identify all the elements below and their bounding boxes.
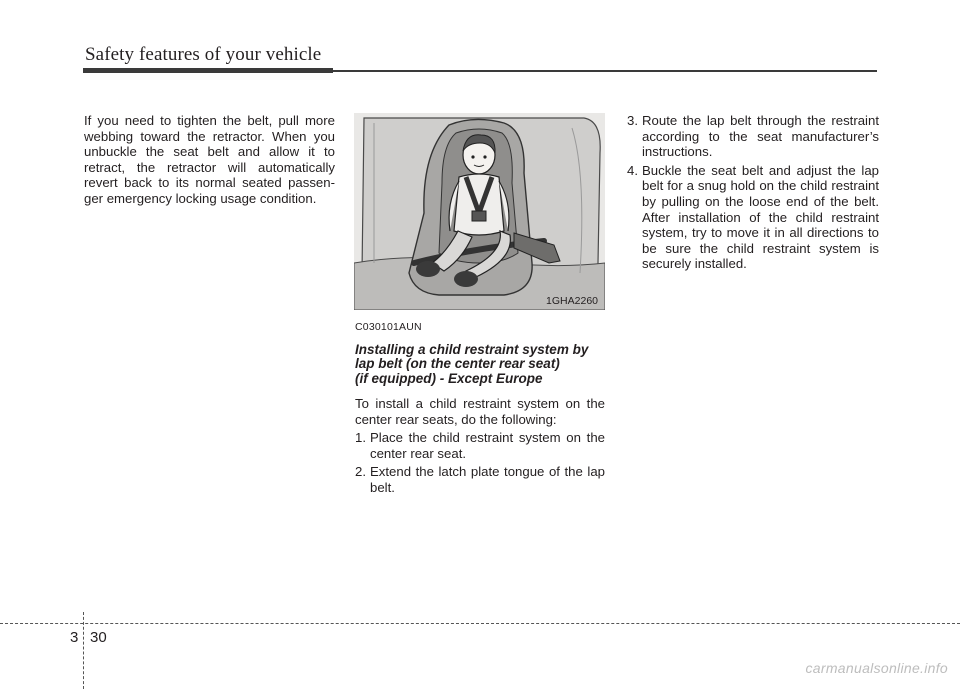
steps-list-right	[627, 113, 879, 272]
section-code: C030101AUN	[355, 321, 422, 333]
chapter-number: 3	[70, 629, 79, 646]
footer-divider	[0, 623, 960, 624]
footer-vertical-divider	[83, 612, 84, 689]
watermark-text: carmanualsonline.info	[805, 660, 948, 676]
list-item	[355, 430, 605, 461]
step-number: 4.	[627, 162, 638, 178]
list-item	[355, 464, 605, 495]
page-header-title: Safety features of your vehicle	[85, 44, 322, 65]
steps-list-middle	[355, 430, 605, 495]
step-text: Route the lap belt through the restraint according to the seat manufacturer’s instructions.	[642, 113, 879, 160]
list-item	[627, 163, 879, 272]
header-rule-thin	[333, 70, 877, 72]
step-number: 1.	[355, 430, 366, 446]
column-left	[84, 113, 335, 207]
step-text: Extend the latch plate tongue of the lap belt.	[370, 464, 605, 496]
step-text: Buckle the seat belt and adjust the lap belt for a snug hold on the child restraint by pulling on the loose end of the belt. After installation of the child restraint system, try to move it in all directions to be sure the child restraint system is securely installed.	[642, 162, 879, 272]
column-middle	[355, 320, 605, 496]
intro-paragraph: To install a child restraint system on the center rear seats, do the following:	[355, 396, 605, 427]
step-number: 3.	[627, 113, 638, 128]
child-seat-drawing	[354, 113, 605, 310]
list-item	[627, 113, 879, 160]
section-heading	[355, 343, 605, 387]
step-text: Place the child restraint system on the center rear seat.	[370, 430, 605, 461]
section-heading-line: lap belt (on the center rear seat)	[355, 356, 560, 372]
section-heading-line: (if equipped) - Except Europe	[355, 370, 543, 386]
child-seat-illustration	[354, 113, 605, 310]
figure-code-label: 1GHA2260	[546, 295, 598, 307]
column-right	[627, 113, 879, 272]
section-heading-line: Installing a child restraint system by	[355, 341, 589, 357]
header-rule-thick	[83, 68, 333, 73]
step-number: 2.	[355, 464, 366, 480]
page-number: 30	[90, 629, 107, 646]
belt-tighten-paragraph: If you need to tighten the belt, pull more webbing toward the retractor. When you unbuckle the seat belt and allow it to retract, the retractor will automatically revert back to its normal seated passen-ger emergency locking usage condition.	[84, 113, 335, 206]
